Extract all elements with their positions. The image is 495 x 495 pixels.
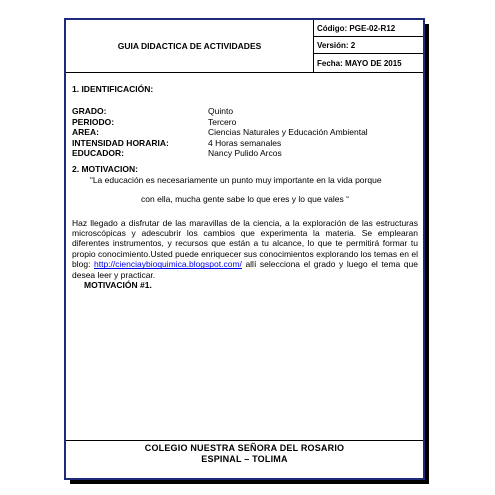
ident-row-educador [72,148,418,158]
ident-value: Ciencias Naturales y Educación Ambiental [208,127,368,138]
paragraph-tail: allí selecciona el grado y luego el tema que desea leer y practicar. [72,259,418,280]
identificacion-heading: 1. IDENTIFICACIÓN: [72,84,154,94]
ident-label: GRADO: [72,106,107,117]
header-fecha: Fecha: MAYO DE 2015 [317,58,402,68]
motivacion-1-heading: MOTIVACIÓN #1. [84,280,152,291]
header-title: GUIA DIDACTICA DE ACTIVIDADES [66,20,314,72]
page-shadow-right [425,24,429,484]
ident-row-area [72,127,418,137]
document-header [66,20,423,73]
identificacion-table [72,106,418,158]
ident-row-periodo [72,117,418,127]
ident-row-grado [72,106,418,116]
ident-value: Nancy Pulido Arcos [208,148,282,159]
document-page [64,18,425,480]
blog-link[interactable]: http://cienciaybioquimica.blogspot.com/ [94,259,242,270]
ident-row-intensidad [72,138,418,148]
header-version: Versión: 2 [314,37,423,54]
motivacion-paragraph [72,218,418,280]
document-footer [66,440,423,465]
footer-city: ESPINAL – TOLIMA [201,454,288,464]
ident-label: AREA: [72,127,99,138]
quote-line-1: “La educación es necesariamente un punto muy importante en la vida porque [90,174,382,185]
ident-label: PERIODO: [72,116,115,127]
page-shadow-bottom [70,480,429,484]
document-content [72,84,418,291]
ident-value: Quinto [208,106,234,117]
ident-value: 4 Horas semanales [208,137,282,148]
paragraph-text: Haz llegado a disfrutar de las maravillas de la ciencia, a la exploración de las estructuras microscópicas y adescubrir los cambios que experimenta la materia. Se emplearan diferentes instrumentos, y recursos que están a tu alcance, lo que te permitirá formar tu propio conocimiento.Usted puede enriquecer sus conocimientos explorando los temas en el blog: [72,217,418,270]
quote-line-2: con ella, mucha gente sabe lo que eres y lo que vales “ [141,194,349,205]
motivacion-heading: 2. MOTIVACION: [72,164,138,175]
footer-school: COLEGIO NUESTRA SEÑORA DEL ROSARIO [144,443,345,453]
header-codigo: Código: PGE-02-R12 [314,20,423,37]
ident-label: EDUCADOR: [72,148,124,159]
ident-label: INTENSIDAD HORARIA: [72,137,169,148]
ident-value: Tercero [208,116,237,127]
